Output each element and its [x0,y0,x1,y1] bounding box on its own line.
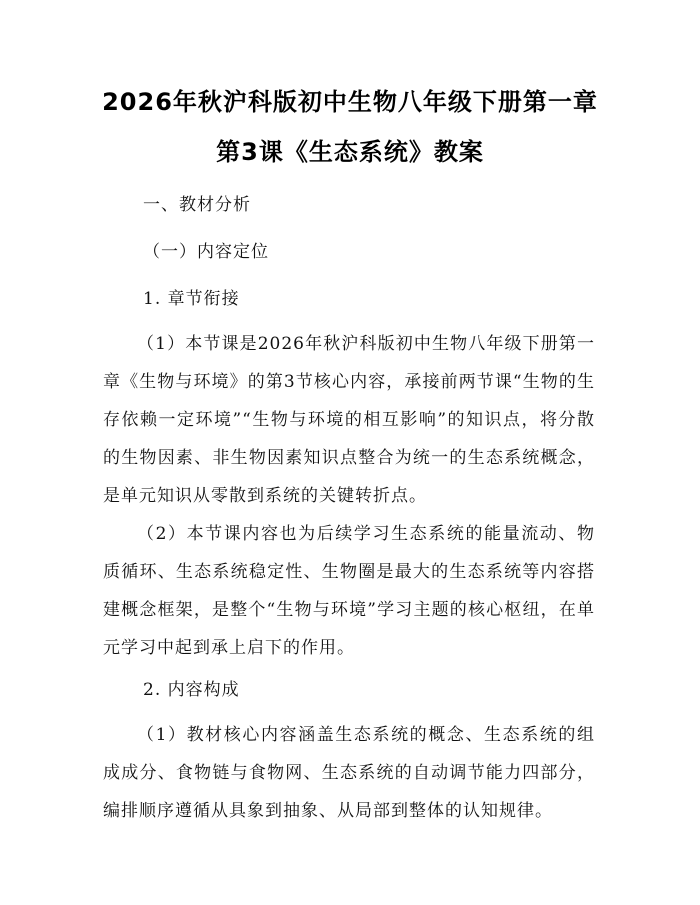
paragraph-3: （1）教材核心内容涵盖生态系统的概念、生态系统的组成成分、食物链与食物网、生态系统的自动调节能力四部分，编排顺序遵循从具象到抽象、从局部到整体的认知规律。 [103,725,595,821]
document-title-line-2: 第3课《生态系统》教案 [216,138,484,166]
paragraph-1: （1）本节课是2026年秋沪科版初中生物八年级下册第一章《生物与环境》的第3节核心内容，承接前两节课“生物的生存依赖一定环境”“生物与环境的相互影响”的知识点，将分散的生物因素、非生物因素知识点整合为统一的生态系统概念，是单元知识从零散到系统的关键转折点。 [103,334,595,506]
paragraph-2: （2）本节课内容也为后续学习生态系统的能量流动、物质循环、生态系统稳定性、生物圈是最大的生态系统等内容搭建概念框架，是整个“生物与环境”学习主题的核心枢纽，在单元学习中起到承上启下的作用。 [103,524,595,658]
subsection-heading-content-positioning: （一）内容定位 [143,242,269,262]
item-heading-content-composition: 2. 内容构成 [143,680,240,700]
item-heading-chapter-connection: 1. 章节衔接 [143,289,240,309]
document-title-line-1: 2026年秋沪科版初中生物八年级下册第一章 [102,88,598,116]
section-heading-textbook-analysis: 一、教材分析 [143,195,251,215]
